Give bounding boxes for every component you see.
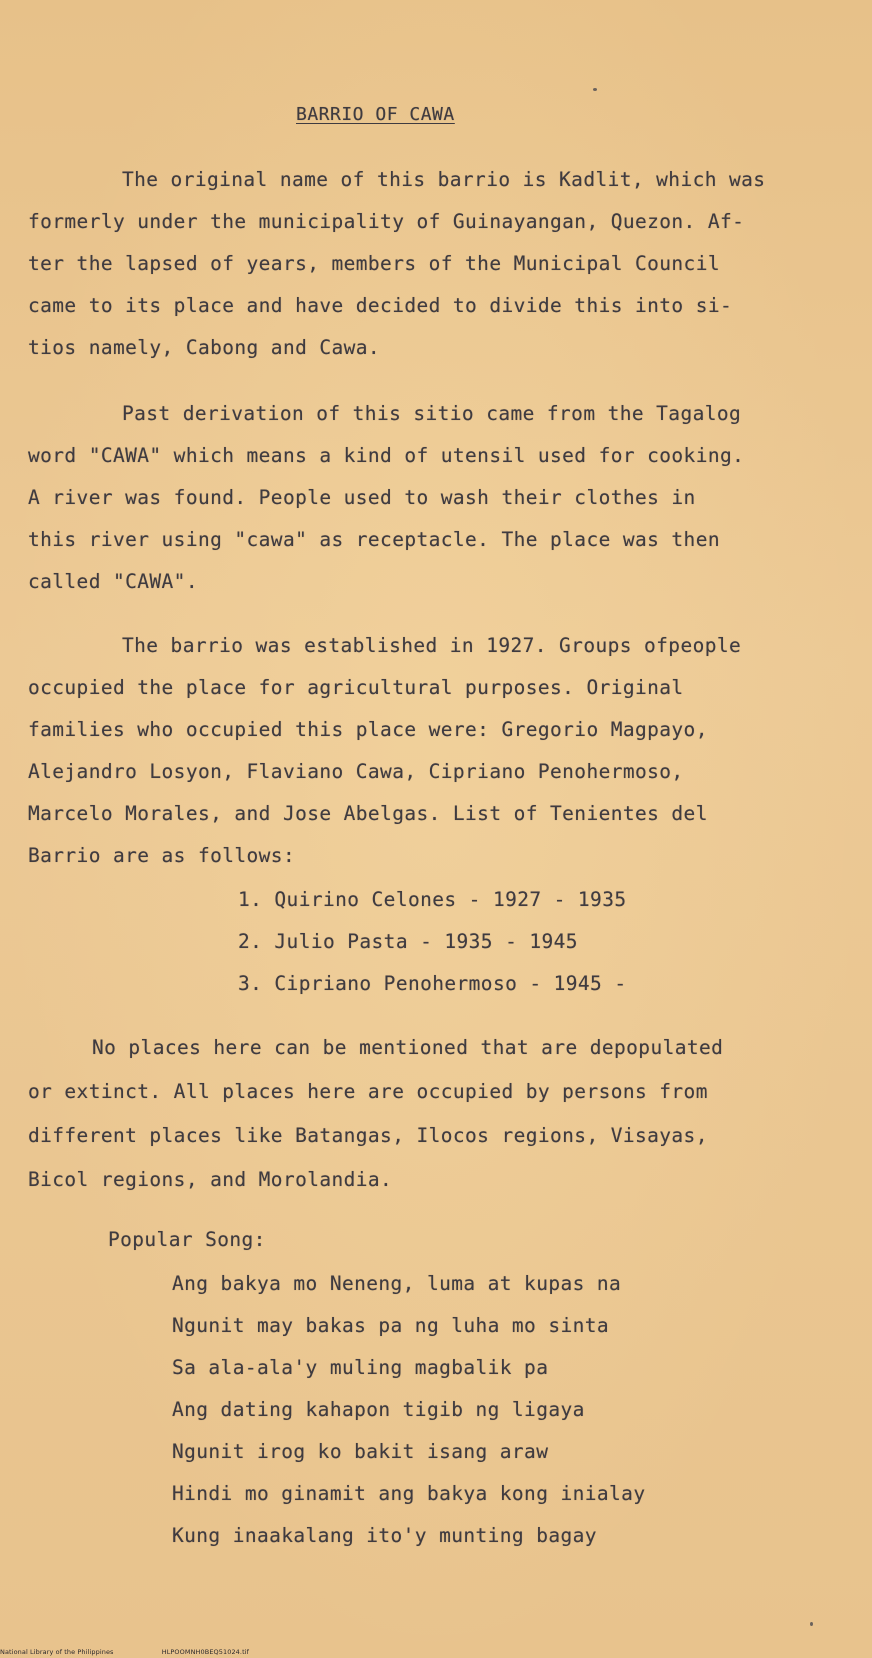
paragraph-4-line: or extinct. All places here are occupied by persons from [28,1080,708,1103]
scan-footer [0,1648,295,1656]
paragraph-3-line: occupied the place for agricultural purposes. Original [28,676,684,699]
teniente-list-item: 2. Julio Pasta - 1935 - 1945 [238,930,578,953]
paragraph-3-line: Alejandro Losyon, Flaviano Cawa, Cipriano Penohermoso, [28,760,684,783]
footer-library: National Library of the Philippines [0,1648,114,1656]
song-heading: Popular Song: [108,1228,266,1251]
paragraph-1-line: tios namely, Cabong and Cawa. [28,336,381,359]
song-line: Hindi mo ginamit ang bakya kong inialay [172,1482,646,1505]
paragraph-2-line: A river was found. People used to wash their clothes in [28,486,696,509]
paragraph-1-line: formerly under the municipality of Guinayangan, Quezon. Af- [28,210,745,233]
paragraph-2-line: Past derivation of this sitio came from the Tagalog [122,402,742,425]
paper-speck [593,88,597,91]
song-line: Ang bakya mo Neneng, luma at kupas na [172,1272,622,1295]
paragraph-4-line: No places here can be mentioned that are depopulated [92,1036,724,1059]
paragraph-3-line: The barrio was established in 1927. Groups ofpeople [122,634,742,657]
paragraph-1-line: came to its place and have decided to divide this into si- [28,294,733,317]
paragraph-4-line: Bicol regions, and Morolandia. [28,1168,393,1191]
paragraph-2-line: word "CAWA" which means a kind of utensil used for cooking. [28,444,745,467]
footer-file-id: HLPOOMNH0BEQ51024.tif [161,1648,250,1656]
paragraph-1-line: ter the lapsed of years, members of the Municipal Council [28,252,720,275]
song-line: Sa ala-ala'y muling magbalik pa [172,1356,549,1379]
paragraph-4-line: different places like Batangas, Ilocos regions, Visayas, [28,1124,708,1147]
paragraph-3-line: Marcelo Morales, and Jose Abelgas. List of Tenientes del [28,802,708,825]
song-line: Ang dating kahapon tigib ng ligaya [172,1398,585,1421]
teniente-list-item: 1. Quirino Celones - 1927 - 1935 [238,888,627,911]
paper-speck [810,1622,813,1626]
paragraph-2-line: this river using "cawa" as receptacle. The place was then [28,528,720,551]
song-line: Ngunit irog ko bakit isang araw [172,1440,549,1463]
song-line: Kung inaakalang ito'y munting bagay [172,1524,597,1547]
song-line: Ngunit may bakas pa ng luha mo sinta [172,1314,610,1337]
paragraph-2-line: called "CAWA". [28,570,198,593]
paragraph-1-line: The original name of this barrio is Kadlit, which was [122,168,766,191]
page-title: BARRIO OF CAWA [296,104,455,125]
teniente-list-item: 3. Cipriano Penohermoso - 1945 - [238,972,627,995]
paragraph-3-line: Barrio are as follows: [28,844,296,867]
paragraph-3-line: families who occupied this place were: Gregorio Magpayo, [28,718,708,741]
